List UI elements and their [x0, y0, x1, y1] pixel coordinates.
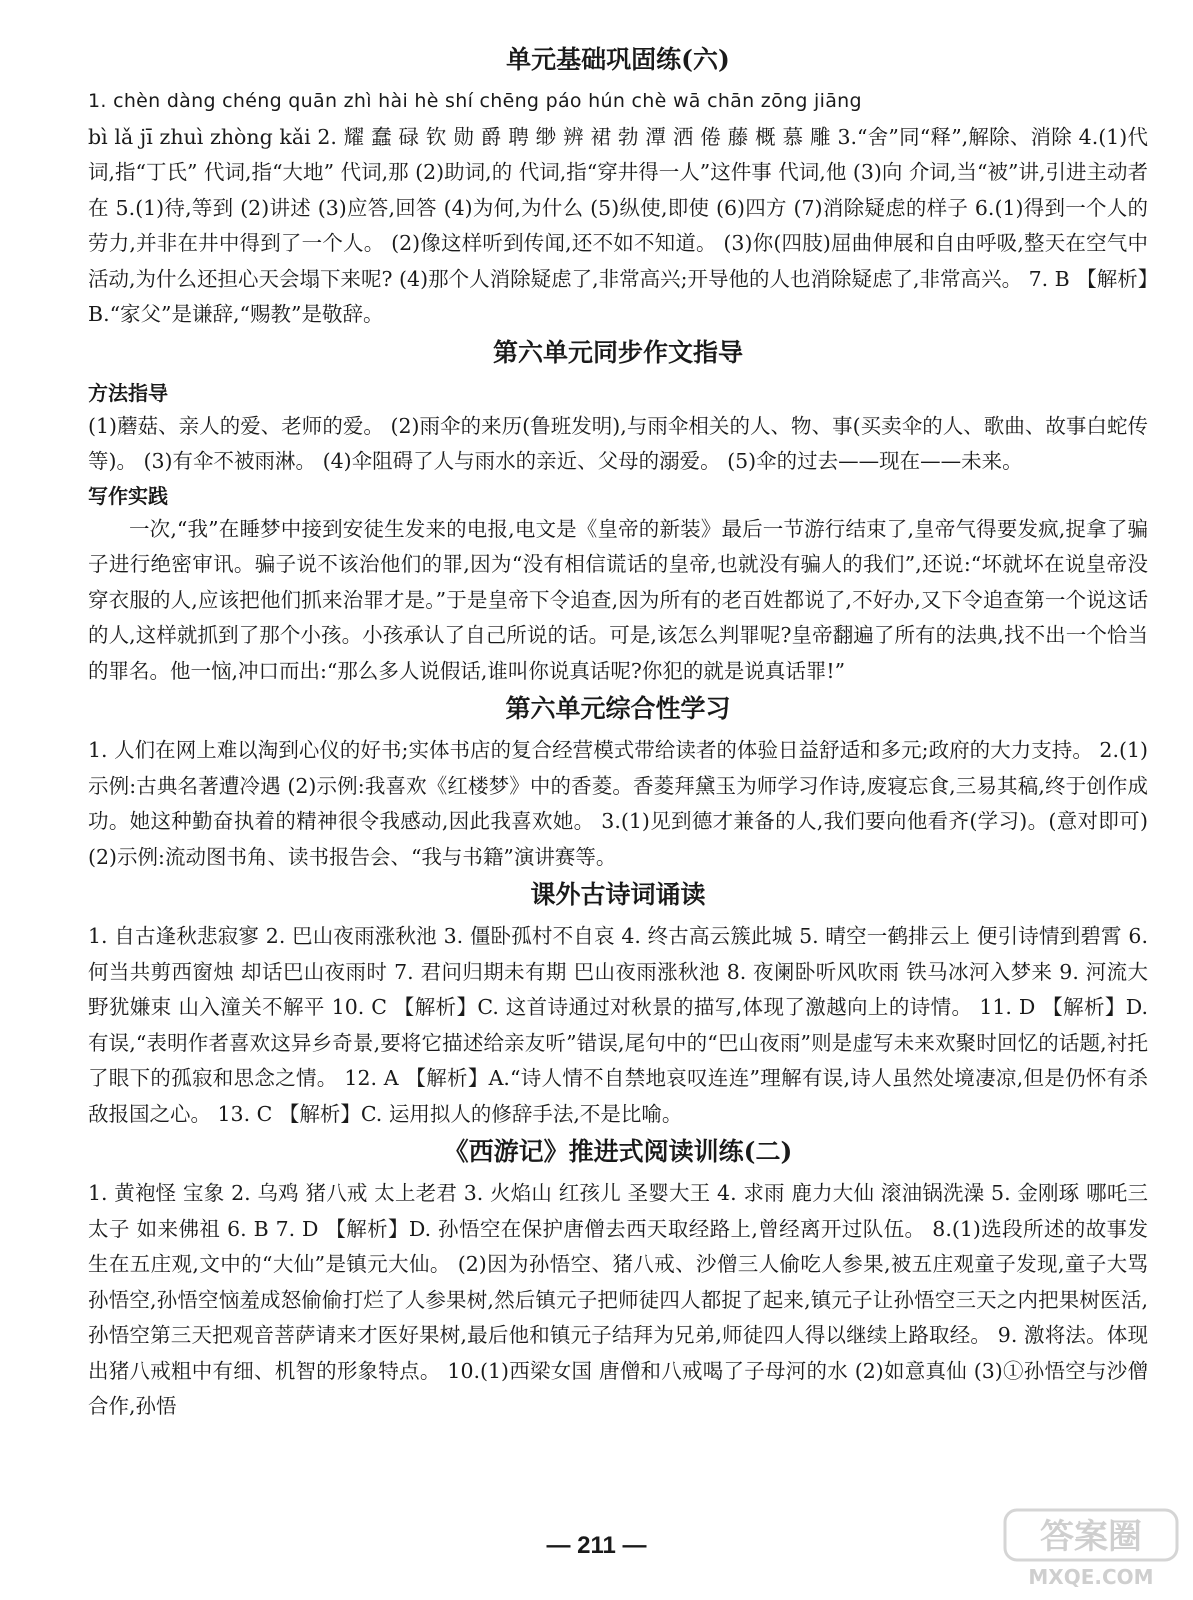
section-title: 《西游记》推进式阅读训练(二) — [443, 1137, 793, 1166]
section-title: 第六单元同步作文指导 — [492, 337, 743, 367]
answer-page — [88, 40, 1148, 1425]
section-comprehensive-study — [88, 691, 1148, 875]
section-classical-poetry — [88, 877, 1148, 1132]
pinyin-line: 1. chèn dàng chéng quān zhì hài hè shí chēng páo hún chè wā chān zōng jiāng — [88, 90, 862, 112]
section-text: bì lǎ jī zhuì zhòng kǎi 2. 耀 蠢 碌 钦 勋 爵 聘 缈 辨 裙 勃 潭 洒 倦 藤 概 慕 雕 3.“舍”同“释”,解除、消除 4.(1)代词,指“丁氏” 代词,指“大地” 代词,那 (2)助词,的 代词,指“穿井得一人”这件事 代词,他 (3)向 介词,当“被”讲,引进主动者 在 5.(1)待,等到 (2)讲述 (3)应答,回答 (4)为何,为什么 (5)纵使,即使 (6)四方 (7)消除疑虑的样子 6.(1)得到一个人的劳力,并非在井中得到了一个人。 (2)像这样听到传闻,还不如不知道。 (3)你(四肢)屈曲伸展和自由呼吸,整天在空气中活动,为什么还担心天会塌下来呢? (4)那个人消除疑虑了,非常高兴;开导他的人也消除疑虑了,非常高兴。 7. B 【解析】B.“家父”是谦辞,“赐教”是敬辞。 — [88, 124, 1148, 326]
section-title: 课外古诗词诵读 — [530, 880, 706, 909]
section-title: 单元基础巩固练(六) — [506, 45, 730, 74]
watermark-logo-icon — [1001, 1506, 1181, 1590]
subsection-heading: 写作实践 — [88, 483, 168, 508]
page-number: — 211 — — [546, 1532, 647, 1559]
subsection-text: (1)蘑菇、亲人的爱、老师的爱。 (2)雨伞的来历(鲁班发明),与雨伞相关的人、物、事(买卖伞的人、歌曲、故事白蛇传等)。 (3)有伞不被雨淋。 (4)伞阻碍了人与雨水的亲近、父母的溺爱。 (5)伞的过去——现在——未来。 — [88, 413, 1148, 473]
section-text: 1. 黄袍怪 宝象 2. 乌鸡 猪八戒 太上老君 3. 火焰山 红孩儿 圣婴大王 4. 求雨 鹿力大仙 滚油锅洗澡 5. 金刚琢 哪吒三太子 如来佛祖 6. B 7. D 【解析】D. 孙悟空在保护唐僧去西天取经路上,曾经离开过队伍。 8.(1)选段所述的故事发生在五庄观,文中的“大仙”是镇元大仙。 (2)因为孙悟空、猪八戒、沙僧三人偷吃人参果,被五庄观童子发现,童子大骂孙悟空,孙悟空恼羞成怒偷偷打烂了人参果树,然后镇元子把师徒四人都捉了起来,镇元子让孙悟空三天之内把果树医活,孙悟空第三天把观音菩萨请来才医好果树,最后他和镇元子结拜为兄弟,师徒四人得以继续上路取经。 9. 激将法。体现出猪八戒粗中有细、机智的形象特点。 10.(1)西梁女国 唐僧和八戒喝了子母河的水 (2)如意真仙 (3)①孙悟空与沙僧合作,孙悟 — [88, 1181, 1148, 1418]
section-unit-review — [88, 42, 1148, 333]
section-title: 第六单元综合性学习 — [505, 694, 731, 723]
subsection-text: 一次,“我”在睡梦中接到安徒生发来的电报,电文是《皇帝的新装》最后一节游行结束了,皇帝气得要发疯,捉拿了骗子进行绝密审讯。骗子说不该治他们的罪,因为“没有相信谎话的皇帝,也就没有骗人的我们”,还说:“坏就坏在说皇帝没穿衣服的人,应该把他们抓来治罪才是。”于是皇帝下令追查,因为所有的老百姓都说了,不好办,又下令追查第一个说这话的人,这样就抓到了那个小孩。小孩承认了自己所说的话。可是,该怎么判罪呢?皇帝翻遍了所有的法典,找不出一个恰当的罪名。他一恼,冲口而出:“那么多人说假话,谁叫你说真话呢?你犯的就是说真话罪!” — [88, 516, 1148, 683]
section-writing-guide — [88, 335, 1148, 690]
watermark-url: MXQE.COM — [1028, 1565, 1154, 1589]
section-text: 1. 自古逢秋悲寂寥 2. 巴山夜雨涨秋池 3. 僵卧孤村不自哀 4. 终古高云簇此城 5. 晴空一鹤排云上 便引诗情到碧霄 6. 何当共剪西窗烛 却话巴山夜雨时 7. 君问归期未有期 巴山夜雨涨秋池 8. 夜阑卧听风吹雨 铁马冰河入梦来 9. 河流大野犹嫌束 山入潼关不解平 10. C 【解析】C. 这首诗通过对秋景的描写,体现了激越向上的诗情。 11. D 【解析】D. 有误,“表明作者喜欢这异乡奇景,要将它描述给亲友听”错误,尾句中的“巴山夜雨”则是虚写未来欢聚时回忆的话题,衬托了眼下的孤寂和思念之情。 12. A 【解析】A.“诗人情不自禁地哀叹连连”理解有误,诗人虽然处境凄凉,但是仍怀有杀敌报国之心。 13. C 【解析】C. 运用拟人的修辞手法,不是比喻。 — [88, 924, 1148, 1126]
subsection-heading: 方法指导 — [88, 380, 168, 405]
section-journey-west — [88, 1134, 1148, 1425]
watermark-title: 答案圈 — [1040, 1517, 1142, 1557]
section-text: 1. 人们在网上难以淘到心仪的好书;实体书店的复合经营模式带给读者的体验日益舒适和多元;政府的大力支持。 2.(1)示例:古典名著遭冷遇 (2)示例:我喜欢《红楼梦》中的香菱。香菱拜黛玉为师学习作诗,废寝忘食,三易其稿,终于创作成功。她这种勤奋执着的精神很令我感动,因此我喜欢她。 3.(1)见到德才兼备的人,我们要向他看齐(学习)。(意对即可) (2)示例:流动图书角、读书报告会、“我与书籍”演讲赛等。 — [88, 738, 1148, 869]
